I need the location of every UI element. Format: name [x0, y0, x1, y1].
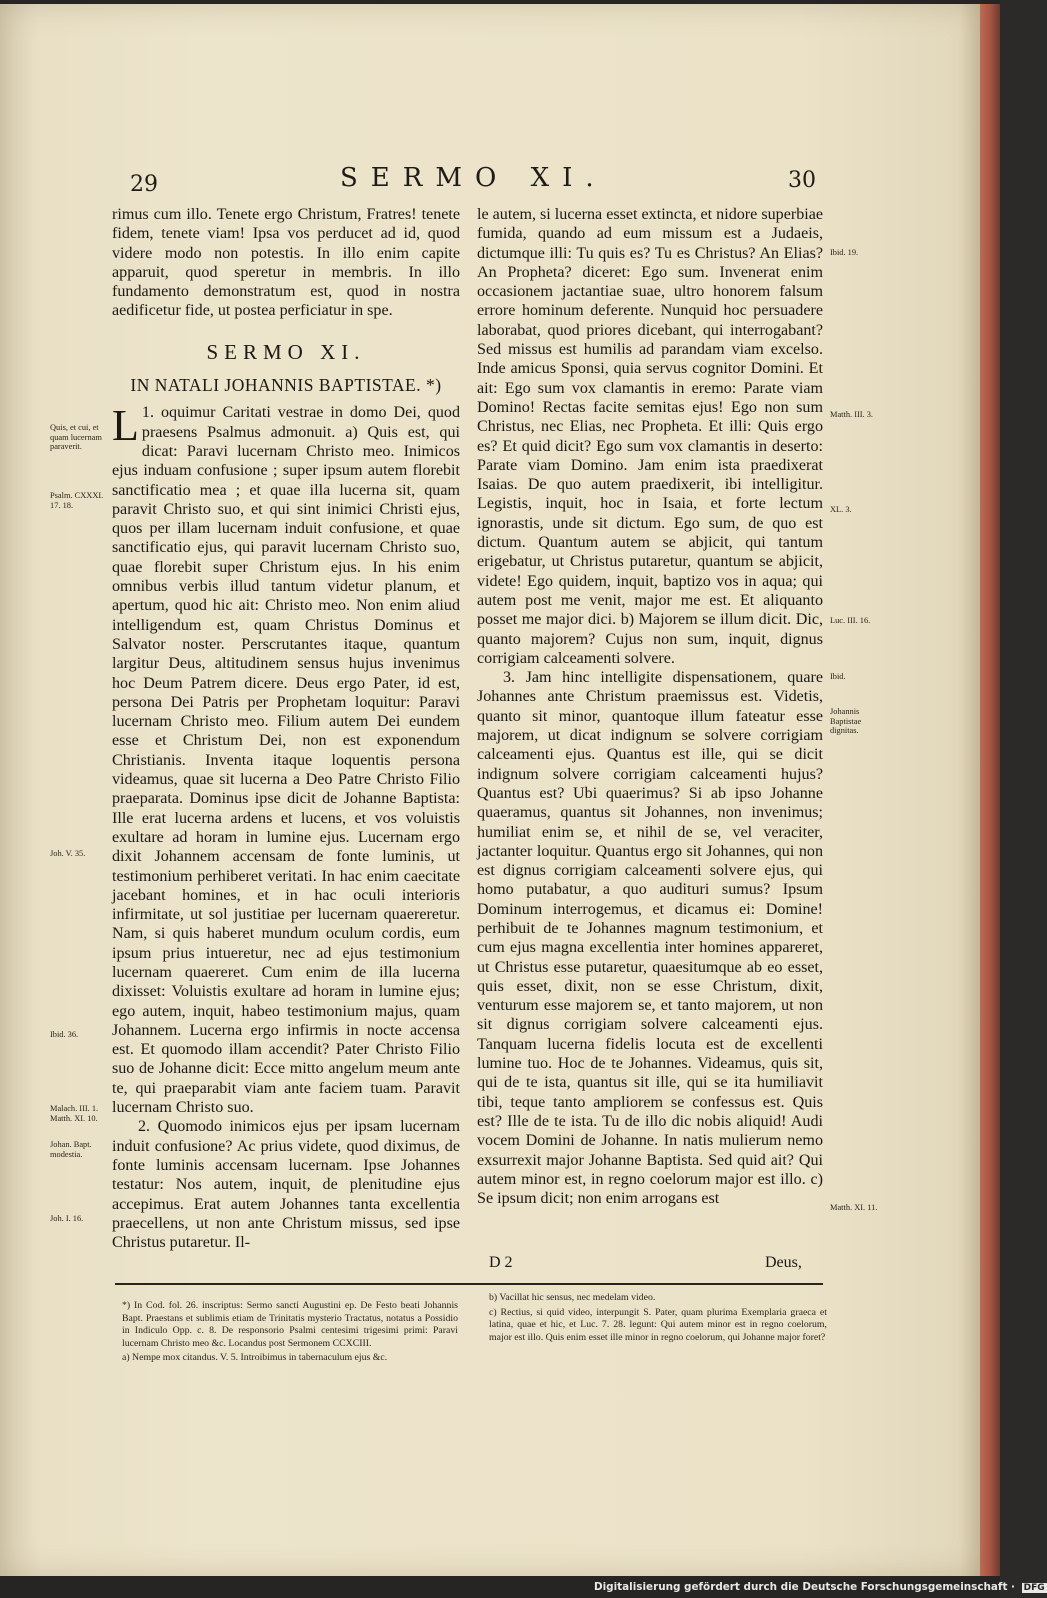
- margin-note: Matth. XI. 11.: [830, 1203, 878, 1212]
- drop-cap: L: [112, 401, 139, 451]
- paragraph-1: [112, 403, 460, 1117]
- margin-note: XL. 3.: [830, 505, 852, 514]
- dfg-logo: DFG: [1023, 1583, 1045, 1593]
- running-head: SERMO XI.: [340, 163, 607, 193]
- digitization-credit: Digitalisierung gefördert durch die Deutsche Forschungsgemeinschaft · DFG: [594, 1581, 1045, 1593]
- paragraph-3: 3. Jam hinc intelligite dispensationem, quare Johannes ante Christum praemissus est. Videtis, quanto sit minor, quantoque illum fateatur esse majorem, ut dicat indignum se solvere corrigiam calceamenti ejus. Quantus est ille, qui se dicit indignum solvere corrigiam calceamenti hujus? Quantus est? Ubi quaerimus? Si ab ipso Johanne quaeramus, quantus sit Johannes, non invenimus; humiliat enim se, et nihil de se, vel veraciter, jactanter loquitur. Quantus ergo sit Johannes, qui non est dignus corrigiam calceamenti solvere ejus, qui homo putabatur, a quo audituri sumus? Ipsum Dominum interrogemus, et dicamus ei: Domine! perhibuit de te Johannes magnum testimonium, et cum ejus magna excellentia inter homines appareret, ut Christus esse putaretur, quaesitumque ab eo esset, quis esset, dixit, non se esse Christum, dixit, venturum esse majorem se, et tanto majorem, ut non sit dignus corrigiam solvere calceamenti ejus. Tanquam lucerna fidelis locuta est de excellenti lumine tuo. Hoc de te Johannes. Videamus, quis sit, qui de te ista, quantus sit ille, qui se ita humiliavit tibi, teque tanto ampliorem se confessus est. Quis est? Ille de te ista. Tu de illo dic nobis aliquid! Audi vocem Domini de Johanne. In natis mulierum nemo exsurrexit major Johanne Baptista. Sed quid ait? Qui autem minor est, in regno coelorum major est illo. c) Se ipsum dicit; non enim arrogans est: [477, 669, 823, 1208]
- margin-note: Quis, et cui, et quam lucernam paraverit.: [50, 423, 102, 452]
- margin-note: Joh. V. 35.: [50, 849, 86, 858]
- left-column: [112, 205, 460, 1252]
- page-edge: [980, 4, 1000, 1576]
- footnotes-left: [122, 1300, 458, 1367]
- paragraph-1-text: oquimur Caritati vestrae in domo Dei, quod praesens Psalmus admonuit. a) Quis est, qui dicat: Paravi lucernam Christo meo. Inimicos ejus induam confusione ; super ipsum autem florebit sanctificatio mea ; et quae illa lucerna sit, quam paravit Christo suo, et qui sint inimici Christi ejus, quos per illam lucernam induit confusione, et quae sanctificatio ejus, qui paravit lucernam Christo suo, quae florebit super Christum ejus. In his enim omnibus verbis illud tantum videtur planum, et apertum, quod hic ait: Christo meo. Non enim aliud intelligendum est, quam Christus Dominus et Salvator noster. Perscrutantes itaque, quantum largitur Deus, altitudinem sensus hujus invenimus hoc Deum Patrem dicere. Deus ergo Pater, id est, persona Dei Patris per Prophetam loquitur: Paravi lucernam Christo meo. Filium autem Dei eundem esse et Christum Dei, non est exponendum Christianis. Inventa itaque loquentis persona videamus, quae sit lucerna a Deo Patre Christo Filio praeparata. Dominus ipse dicit de Johanne Baptista: Ille erat lucerna ardens et lucens, et vos voluistis exultare ad horam in lumine ejus. Lucernam ergo dixit Johannem accensam de fonte luminis, ut testimonium perhiberet veritati. In hac enim caecitate jacebant homines, et in hac oculi interioris infirmitate, ut sol justitiae per lucernam quaereretur. Nam, si quis haberet mundum oculum cordis, eum ipsum prius intueretur, nec ad ejus testimonium lucernam quaereret. Cum enim de illa lucerna dixisset: Voluistis exultare ad horam in lumine ejus; ego autem, inquit, habeo testimonium majus, quam Johannem. Lucerna ergo infirmis in nocte accensa est. Et quomodo illam accendit? Pater Christo Filio suo de Johanne dicit: Ecce mitto angelum meum ante te, qui praeparabit viam ante faciem tuam. Paravit lucernam Christo suo.: [112, 404, 461, 1117]
- opening-paragraph: rimus cum illo. Tenete ergo Christum, Fratres! tenete fidem, tenete viam! Ipsa vos perducet ad id, quod videre modo non potestis. In illo enim capite apparuit, quod speretur in membris. In illo fundamento demonstratum est, quod in nostra aedificetur fide, ut postea perficiatur in spe.: [112, 206, 460, 320]
- margin-note: Malach. III. 1. Matth. XI. 10.: [50, 1104, 99, 1123]
- margin-note: Johannis Baptistae dignitas.: [830, 707, 862, 736]
- margin-note: Johan. Bapt. modestia.: [50, 1140, 92, 1159]
- signature-mark: D 2: [489, 1254, 513, 1271]
- margin-note: Matth. III. 3.: [830, 410, 874, 419]
- section-title: SERMO XI.: [206, 339, 366, 364]
- footnote: c) Rectius, si quid video, interpungit S. Pater, quam plurima Exemplaria graeca et latina, quae et hic, et Luc. 7. 28. legunt: Qui autem minor est in regno coelorum, major est illo. Quis enim esset ille minor in regno coelorum, qui Johanne major foret?: [489, 1306, 827, 1343]
- margin-note: Ibid. 36.: [50, 1030, 79, 1039]
- margin-note: Ibid.: [830, 672, 846, 681]
- margin-note: Luc. III. 16.: [830, 616, 871, 625]
- folio-right: 30: [788, 168, 816, 193]
- section-subtitle: IN NATALI JOHANNIS BAPTISTAE. *): [130, 375, 442, 396]
- folio-left: 29: [130, 172, 158, 197]
- margin-note: Joh. I. 16.: [50, 1214, 84, 1223]
- footnote: a) Nempe mox citandus. V. 5. Introibimus in tabernaculum ejus &c.: [122, 1352, 388, 1364]
- paragraph-2: 2. Quomodo inimicos ejus per ipsam lucernam induit confusione? Ac prius videte, quod diximus, de fonte luminis accensam lucernam. Ipse Johannes testatur: Nos autem, inquit, de plenitudine ejus accepimus. Erat autem Johannes tanta excellentia praecellens, ut non ante Christum missus, sed ipse Christus putaretur. Il-: [112, 1118, 460, 1252]
- footnote: *) In Cod. fol. 26. inscriptus: Sermo sancti Augustini ep. De Festo beati Johannis Bapt. Praestans et sublimis etiam de Trinitatis mysterio Tractatus, notatus a Possidio in Indiculo Opp. c. 8. De responsorio Psalmi centesimi trigesimi primi: Paravi lucernam Christo meo &c. Locandus post Sermonem CCXCIII.: [122, 1300, 458, 1349]
- footnote-rule: [115, 1283, 823, 1285]
- margin-note: Psalm. CXXXI. 17. 18.: [50, 491, 104, 510]
- footnote: b) Vacillat hic sensus, nec medelam video.: [489, 1292, 656, 1303]
- paragraph-number: 1.: [141, 404, 154, 422]
- footnotes-right: [489, 1292, 827, 1346]
- credit-text: Digitalisierung gefördert durch die Deutsche Forschungsgemeinschaft: [594, 1581, 1008, 1593]
- paragraph-2-continued: le autem, si lucerna esset extincta, et nidore superbiae fumida, quando ad eum missum est a Judaeis, dictumque illi: Tu quis es? Tu es Christus? An Elias? An Propheta? diceret: Ego sum. Invenerat enim occasionem jactantiae suae, ultro honorem falsum errore hominum deferente. Nunquid hoc persuadere laborabat, quod priores dicebant, qui interrogabant? Sed missus est humilis ad parandam viam excelso. Inde amicus Sponsi, quia servus cognitor Domini. Et ait: Ego sum vox clamantis in eremo: Parate viam Domino! Rectas facite semitas ejus! Ego non sum Christus, nec Elias, nec Propheta. Et illi: Quis ergo es? Et quid dicit? Ego sum vox clamantis in deserto: Parate viam Domino. Jam enim ista praedixerat Isaias. De quo autem praedixerit, ibi intelligitur. Legistis, inquit, hoc in Isaia, et forte lectum ignorastis, unde sit dictum. Ego sum, de quo est dictum. Quantum autem se abjicit, qui tantum erigebatur, ut Christus putaretur, quantum se abjicit, videte! Ego quidem, inquit, baptizo vos in aqua; qui autem post me venit, major me est. Et aliquanto posset me major dici. b) Majorem se illum dicit. Dic, quanto majorem? Cujus non sum, inquit, dignus corrigiam calceamenti solvere.: [477, 206, 823, 667]
- catchword: Deus,: [765, 1254, 802, 1271]
- margin-note: Ibid. 19.: [830, 248, 859, 257]
- right-column: [477, 205, 823, 1208]
